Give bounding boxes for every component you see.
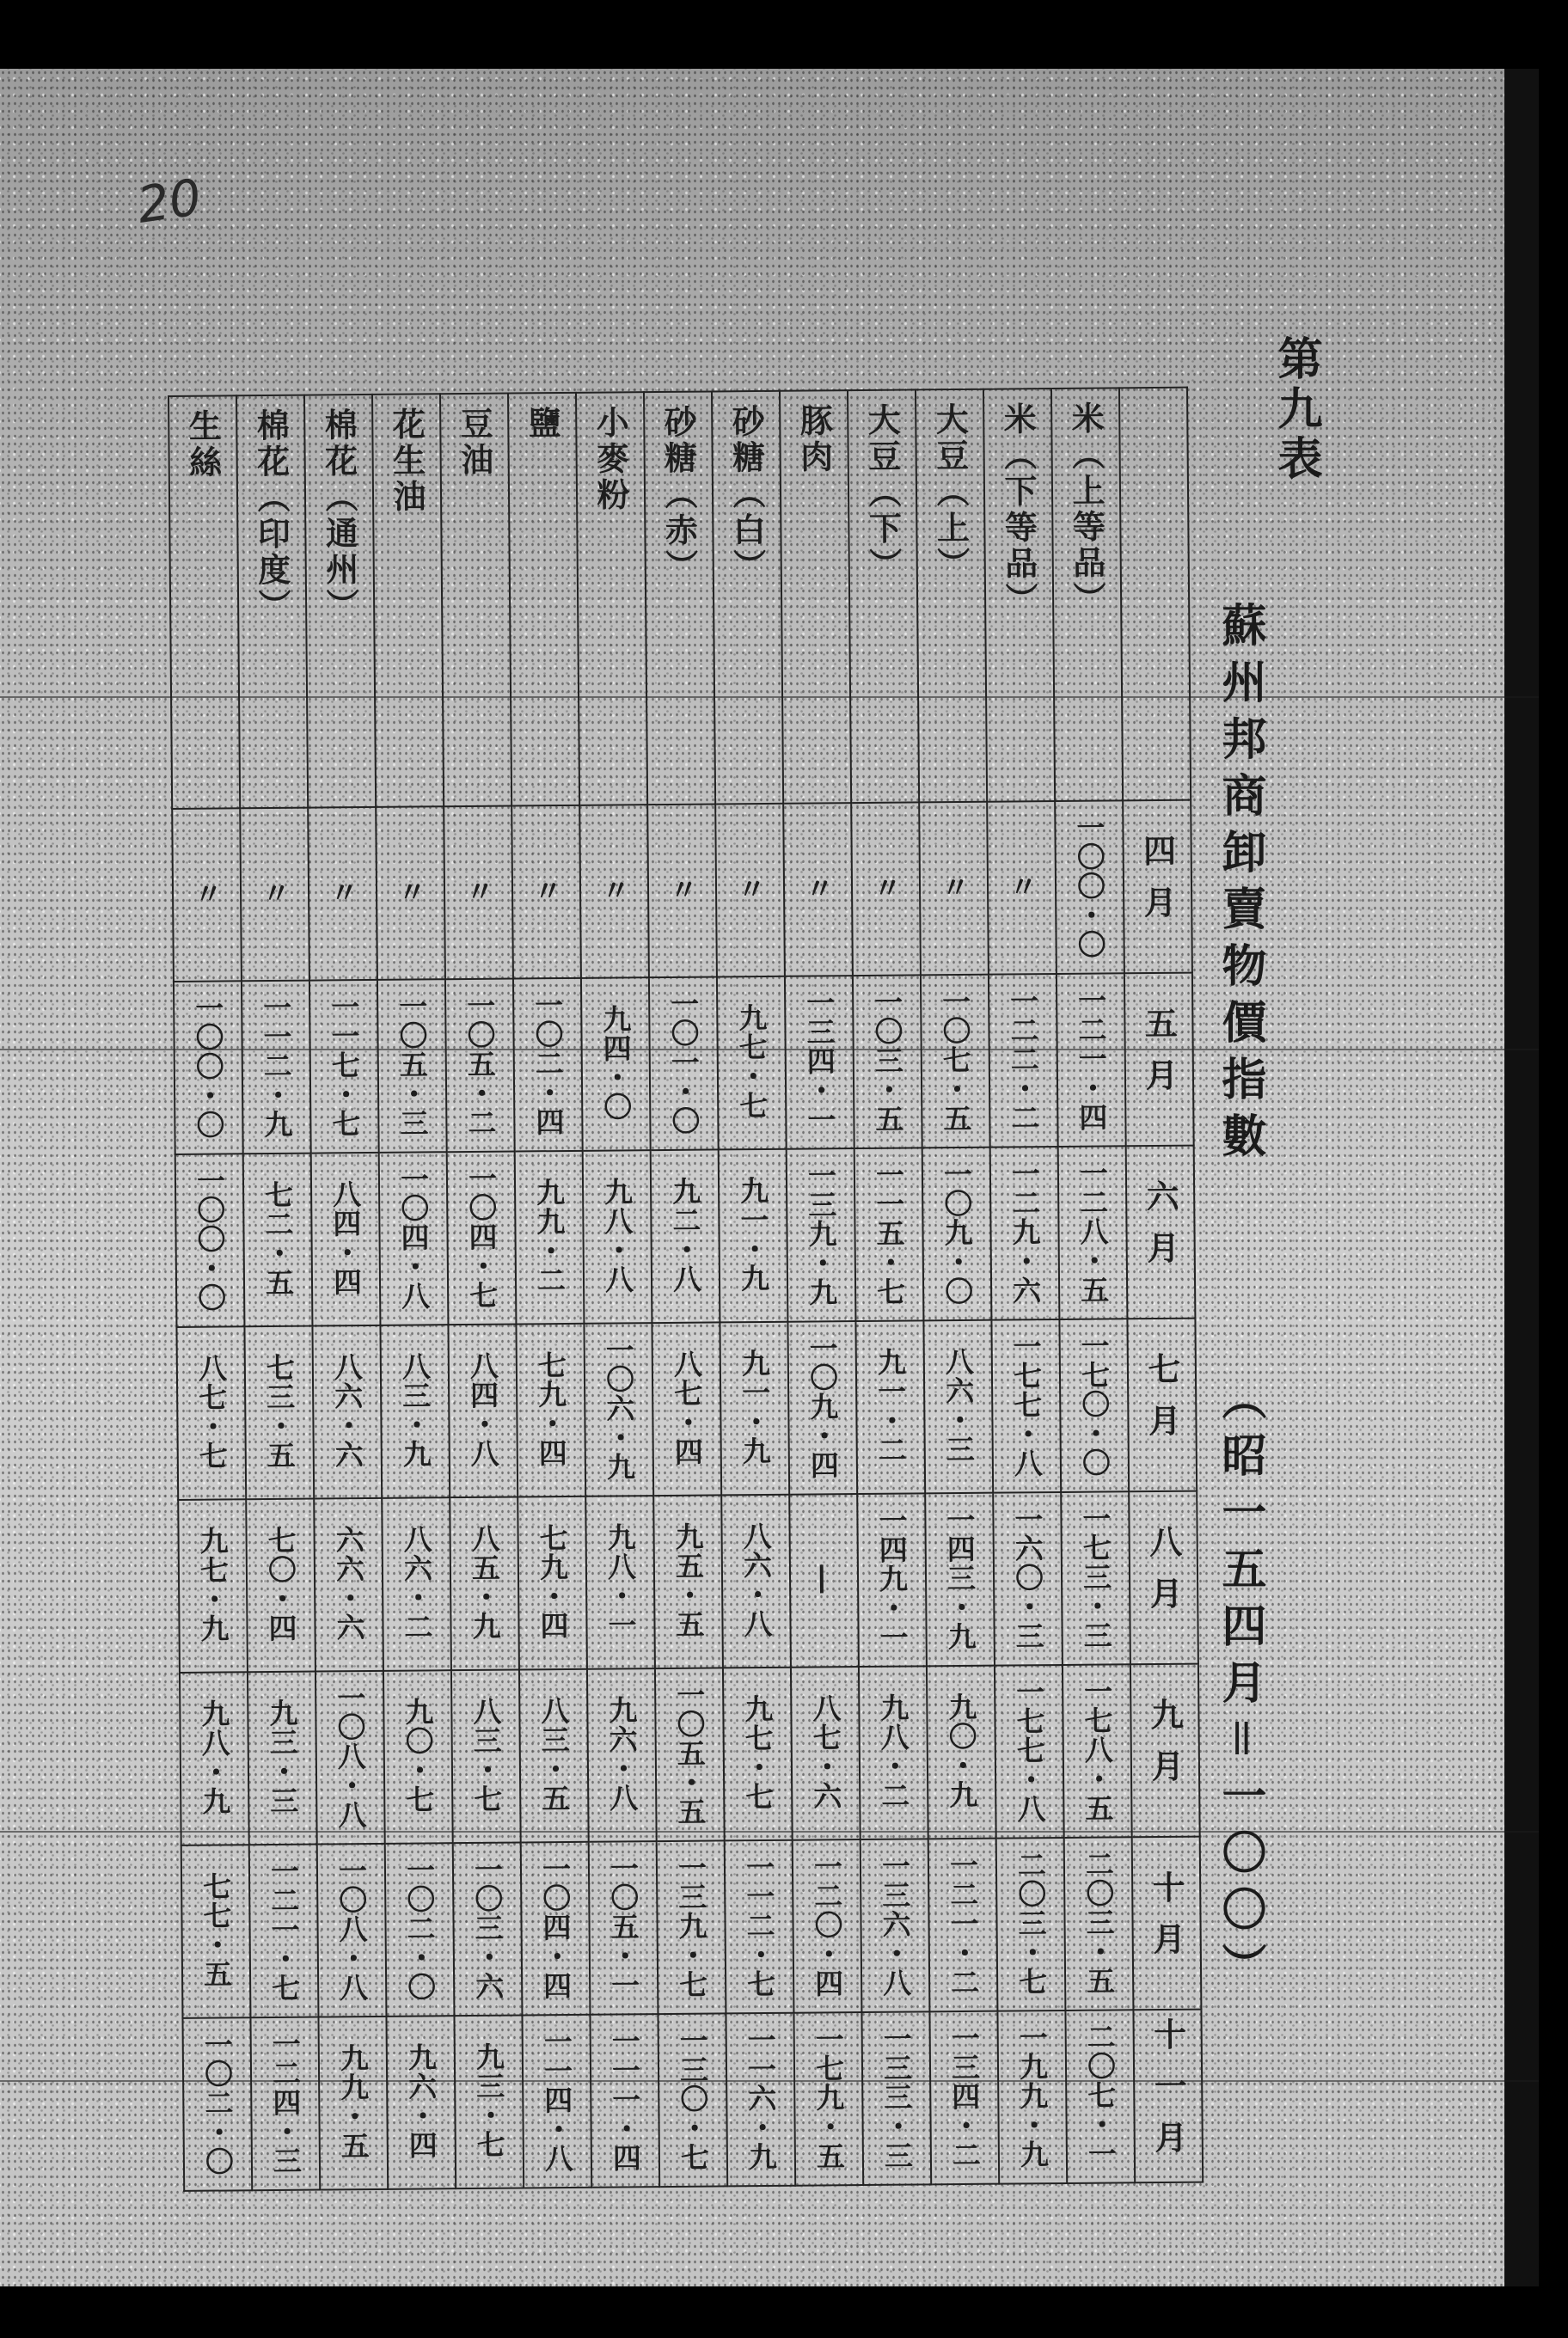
index-value: 一三四・一	[802, 987, 837, 1135]
index-value: 九九・五	[335, 2042, 371, 2160]
value-cell	[386, 2016, 456, 2189]
value-cell	[583, 1150, 652, 1324]
index-value: 九〇・九	[944, 1692, 979, 1809]
value-cell	[244, 1326, 314, 1500]
index-value: 七二・五	[260, 1179, 296, 1297]
value-cell	[1057, 973, 1126, 1147]
index-value: 一一二・九	[259, 992, 294, 1139]
value-cell	[518, 1496, 587, 1670]
value-cell	[793, 2012, 863, 2186]
value-cell	[585, 1496, 655, 1669]
value-cell	[851, 802, 921, 976]
month-label: 八月	[1143, 1524, 1184, 1628]
index-value: 〃	[529, 875, 564, 905]
value-cell	[929, 2011, 999, 2185]
index-value: 一〇九・四	[805, 1332, 841, 1480]
month-label-cell	[1126, 1146, 1196, 1319]
index-value: 一三九・九	[803, 1160, 839, 1307]
index-value: 一七七・八	[1012, 1676, 1047, 1823]
value-cell	[928, 1839, 998, 2012]
index-value: 一〇二・四	[530, 989, 566, 1136]
index-value: 八六・二	[399, 1523, 434, 1642]
price-index-table	[168, 387, 1204, 2192]
value-cell	[519, 1669, 589, 1843]
value-cell	[991, 1319, 1061, 1493]
index-value: 九六・四	[403, 2041, 438, 2160]
month-row	[172, 800, 1192, 982]
item-header	[916, 389, 987, 803]
value-cell	[854, 1148, 924, 1321]
index-value: 一三九・七	[673, 1852, 709, 1999]
value-cell	[385, 1843, 455, 2017]
value-cell	[590, 2014, 659, 2188]
item-header	[372, 394, 444, 807]
index-value: 八六・八	[738, 1521, 774, 1638]
index-value: 一〇一・〇	[666, 988, 701, 1135]
value-cell	[1058, 1146, 1128, 1319]
value-cell	[182, 2017, 252, 2191]
index-value: 一七九・五	[811, 2023, 847, 2171]
value-cell	[785, 976, 854, 1149]
item-header	[848, 389, 919, 803]
value-cell	[579, 805, 649, 978]
value-cell	[1065, 2010, 1135, 2183]
item-name: 砂糖（赤）	[658, 404, 699, 586]
scanned-page	[0, 69, 1539, 2286]
value-cell	[993, 1492, 1063, 1666]
index-value: 一七三・三	[1078, 1503, 1113, 1650]
value-cell	[318, 2017, 388, 2190]
value-cell	[447, 1152, 517, 1325]
item-name: 棉花（通州）	[319, 407, 360, 625]
value-cell	[309, 980, 379, 1154]
value-cell	[377, 979, 447, 1153]
index-value: 九八・八	[599, 1176, 635, 1294]
month-label-cell	[1129, 1491, 1198, 1665]
month-label-cell	[1132, 1837, 1202, 2011]
item-name: 小麥粉	[591, 405, 631, 514]
page-number: 20	[133, 168, 205, 235]
value-cell	[787, 1321, 857, 1495]
item-header	[304, 395, 376, 808]
index-value: 八五・九	[467, 1523, 502, 1641]
item-name: 鹽	[523, 406, 562, 443]
month-label: 十月	[1147, 1870, 1187, 1974]
value-cell	[448, 1325, 518, 1498]
value-cell	[584, 1323, 653, 1496]
value-cell	[658, 2013, 727, 2187]
month-label: 四月	[1137, 833, 1178, 937]
index-value: 八三・九	[397, 1350, 432, 1469]
index-value: 一〇三・五	[870, 987, 905, 1134]
index-value: 一一七・七	[327, 991, 362, 1138]
item-name: 生絲	[183, 408, 223, 481]
index-value: 九一・九	[735, 1175, 771, 1293]
month-row	[180, 1664, 1200, 1845]
index-value: 〃	[597, 874, 632, 905]
item-name: 花生油	[387, 407, 427, 516]
item-name: 豚肉	[794, 403, 834, 476]
value-cell	[996, 1838, 1066, 2011]
index-value: 八七・六	[808, 1692, 843, 1811]
index-value: 一〇四・七	[463, 1163, 499, 1310]
month-label: 五月	[1139, 1006, 1179, 1110]
value-cell	[513, 978, 583, 1152]
value-cell	[1061, 1491, 1130, 1665]
index-value: 八六・六	[329, 1351, 364, 1469]
index-value: 一〇九・〇	[939, 1159, 975, 1306]
value-cell	[1055, 800, 1124, 974]
value-cell	[719, 1149, 788, 1323]
value-cell	[989, 974, 1058, 1148]
item-header	[1051, 388, 1123, 801]
index-value: 二〇七・一	[1082, 2021, 1118, 2169]
index-value: 九七・七	[734, 1002, 769, 1120]
index-value: 一〇〇・〇	[192, 1165, 228, 1313]
item-header	[236, 395, 308, 809]
index-value: 一〇五・一	[605, 1852, 641, 2000]
item-header	[440, 394, 511, 807]
value-cell	[176, 1326, 246, 1500]
index-value: 一九九・九	[1014, 2022, 1050, 2169]
index-value: 一六〇・三	[1010, 1503, 1045, 1650]
index-value: 一〇二・〇	[401, 1854, 438, 2002]
value-cell	[921, 975, 990, 1148]
index-value: 八三・五	[536, 1695, 572, 1813]
item-name: 米（上等品）	[1066, 401, 1107, 618]
item-header	[983, 389, 1055, 802]
value-cell	[787, 1148, 856, 1322]
index-value: 〃	[461, 876, 496, 906]
value-cell	[454, 2015, 524, 2188]
index-value: 九八・二	[876, 1692, 911, 1810]
index-value: 九三・三	[265, 1698, 300, 1815]
value-cell	[720, 1322, 789, 1496]
value-cell	[175, 1154, 245, 1327]
corner-cell	[1119, 388, 1191, 801]
value-cell	[250, 2017, 320, 2191]
index-value: 九六・八	[604, 1694, 640, 1813]
header-row	[168, 388, 1191, 809]
value-cell	[853, 975, 922, 1148]
month-row	[174, 973, 1194, 1154]
index-value: 一〇八・八	[334, 1855, 370, 2002]
item-name: 大豆（下）	[862, 402, 903, 584]
value-cell	[516, 1324, 585, 1497]
index-value: 六六・六	[331, 1524, 366, 1642]
value-cell	[987, 801, 1057, 975]
index-value: 一二〇・四	[809, 1851, 845, 1998]
value-cell	[376, 806, 445, 980]
value-cell	[248, 1672, 317, 1845]
value-cell	[444, 806, 513, 980]
index-value: ―	[806, 1564, 842, 1594]
index-value: 九八・一	[603, 1521, 638, 1640]
value-cell	[922, 1148, 992, 1321]
index-value: 八七・四	[669, 1349, 704, 1466]
month-row	[175, 1146, 1196, 1327]
value-cell	[249, 1845, 319, 2018]
index-value: 一二九・六	[1007, 1158, 1043, 1306]
value-cell	[857, 1493, 927, 1667]
value-cell	[647, 804, 717, 977]
month-label: 七月	[1142, 1351, 1182, 1455]
index-value: 一三三・三	[879, 2023, 915, 2170]
value-cell	[581, 977, 651, 1151]
value-cell	[725, 1840, 794, 2014]
item-header	[780, 390, 851, 804]
index-value: 九八・九	[197, 1698, 232, 1816]
value-cell	[450, 1496, 519, 1670]
value-cell	[380, 1325, 450, 1498]
month-label: 九月	[1145, 1697, 1185, 1801]
value-cell	[789, 1494, 859, 1668]
index-value: 八六・三	[940, 1346, 976, 1464]
index-value: 〃	[868, 872, 903, 903]
month-label-cell	[1130, 1664, 1200, 1838]
value-cell	[172, 808, 242, 982]
index-value: 一二一・四	[1074, 984, 1109, 1132]
value-cell	[652, 1322, 721, 1496]
index-value: 九三・七	[471, 2041, 506, 2159]
index-value: 〃	[189, 878, 224, 909]
index-value: 九九・二	[531, 1177, 567, 1294]
index-value: 九七・七	[740, 1693, 775, 1811]
index-value: 一〇五・三	[395, 990, 430, 1138]
index-value: 八三・七	[469, 1696, 504, 1814]
value-cell	[521, 1842, 591, 2016]
index-value: 一二一・二	[945, 1850, 981, 1997]
value-cell	[995, 1665, 1064, 1839]
value-cell	[726, 2013, 795, 2187]
value-cell	[721, 1495, 791, 1668]
index-value: 一一五・七	[871, 1160, 907, 1307]
value-cell	[178, 1499, 248, 1673]
index-value: 八四・八	[465, 1350, 500, 1468]
item-header	[168, 395, 240, 809]
value-cell	[715, 804, 785, 977]
index-value: 〃	[257, 878, 292, 908]
index-value: 一二四・三	[267, 2029, 303, 2176]
index-value: 〃	[1004, 871, 1039, 902]
value-cell	[453, 1842, 523, 2016]
value-cell	[1063, 1664, 1132, 1838]
value-cell	[180, 1672, 249, 1845]
value-cell	[653, 1495, 723, 1668]
value-cell	[855, 1320, 925, 1494]
value-cell	[311, 1153, 381, 1326]
value-cell	[861, 2011, 931, 2185]
value-cell	[723, 1668, 793, 1841]
index-value: 一二八・五	[1075, 1157, 1111, 1305]
value-cell	[445, 979, 515, 1153]
index-value: 一三六・八	[877, 1851, 913, 1998]
index-value: 一四三・九	[942, 1504, 977, 1651]
index-value: 一〇五・二	[462, 990, 498, 1137]
index-value: 一二二・二	[1006, 985, 1041, 1133]
month-label-cell	[1127, 1319, 1197, 1492]
value-cell	[791, 1667, 861, 1840]
value-cell	[923, 1320, 993, 1494]
month-label-cell	[1123, 800, 1192, 974]
index-value: 二〇三・七	[1013, 1849, 1049, 1996]
value-cell	[451, 1669, 521, 1843]
index-value: 九四・〇	[598, 1003, 634, 1122]
index-value: 七三・五	[261, 1352, 297, 1470]
month-label: 十一月	[1148, 2017, 1189, 2172]
index-value: 一〇七・五	[938, 986, 973, 1133]
index-value: 〃	[732, 873, 768, 903]
value-cell	[246, 1499, 315, 1673]
index-value: 八四・四	[328, 1178, 364, 1296]
index-value: 一七〇・〇	[1076, 1330, 1112, 1478]
index-value: 九〇・七	[401, 1696, 436, 1815]
index-value: 九一・九	[737, 1348, 772, 1466]
value-cell	[383, 1670, 453, 1844]
index-value: 一三〇・七	[675, 2025, 711, 2172]
index-value: 一四九・一	[874, 1505, 910, 1652]
index-value: 一一一・四	[607, 2025, 643, 2173]
base-note: （昭一五四月＝一〇〇）	[1214, 1375, 1266, 2000]
value-cell	[589, 1841, 658, 2015]
index-value: 〃	[800, 872, 836, 903]
index-value: 八七・七	[193, 1352, 229, 1471]
index-value: 一二一・七	[266, 1856, 302, 2003]
item-name: 米（下等品）	[998, 401, 1039, 619]
value-cell	[181, 1845, 251, 2018]
value-cell	[783, 803, 853, 976]
value-cell	[379, 1152, 449, 1325]
value-cell	[859, 1666, 928, 1839]
item-name: 大豆（上）	[930, 401, 971, 584]
item-header	[508, 393, 579, 806]
index-value: 一〇四・八	[395, 1163, 432, 1311]
item-header	[712, 391, 783, 805]
month-row	[178, 1491, 1198, 1673]
index-value: 〃	[936, 872, 971, 902]
table-title: 蘇州邦商卸賣物價指數	[1214, 602, 1266, 1169]
month-row	[181, 1837, 1202, 2018]
index-value: 一一二・七	[741, 1851, 777, 1998]
month-row	[176, 1319, 1197, 1500]
value-cell	[317, 1844, 387, 2017]
index-value: 七九・四	[535, 1522, 570, 1640]
index-value: 一一六・九	[743, 2024, 779, 2171]
value-cell	[308, 807, 377, 981]
index-value: 二〇三・五	[1081, 1848, 1117, 1996]
index-value: 一三四・二	[946, 2023, 983, 2170]
index-value: 一〇四・四	[537, 1853, 573, 2000]
index-value: 一七七・八	[1008, 1331, 1044, 1478]
index-value: 七七・五	[198, 1870, 234, 1989]
value-cell	[651, 1149, 720, 1323]
item-name: 砂糖（白）	[726, 403, 767, 585]
value-cell	[649, 976, 719, 1150]
index-value: 〃	[325, 877, 360, 907]
month-label-cell	[1133, 2010, 1203, 2183]
index-value: 一一四・八	[539, 2026, 575, 2173]
index-value: 〃	[665, 874, 700, 904]
item-name: 豆油	[455, 406, 494, 480]
month-row	[182, 2010, 1203, 2191]
index-value: 七〇・四	[263, 1525, 298, 1643]
index-value: 九一・二	[873, 1347, 908, 1465]
index-value: 九七・九	[195, 1525, 230, 1643]
value-cell	[1064, 1837, 1134, 2011]
index-value: 一〇〇・〇	[191, 992, 226, 1140]
month-label: 六月	[1140, 1178, 1181, 1282]
index-value: 一〇六・九	[601, 1334, 637, 1482]
value-cell	[240, 808, 309, 982]
value-cell	[315, 1671, 385, 1845]
index-value: 一〇二・〇	[199, 2029, 236, 2176]
value-cell	[174, 981, 243, 1154]
index-value: 一〇〇・〇	[1072, 811, 1107, 959]
value-cell	[925, 1493, 995, 1667]
index-value: 一〇八・八	[333, 1682, 368, 1829]
value-cell	[515, 1151, 585, 1325]
value-cell	[522, 2015, 591, 2188]
month-label-cell	[1124, 973, 1194, 1147]
table-label: 第九表	[1270, 335, 1322, 485]
value-cell	[997, 2011, 1067, 2184]
index-value: 九五・五	[671, 1521, 706, 1639]
value-cell	[717, 976, 787, 1150]
item-header	[576, 392, 647, 805]
value-cell	[919, 802, 989, 976]
index-value: 〃	[393, 876, 428, 907]
value-cell	[990, 1147, 1060, 1320]
value-cell	[314, 1498, 383, 1672]
value-cell	[242, 981, 311, 1154]
value-cell	[861, 1839, 930, 2012]
item-header	[644, 391, 715, 805]
scan-edge-shadow	[1504, 69, 1539, 2286]
value-cell	[511, 805, 581, 979]
index-value: 一〇五・五	[672, 1680, 707, 1827]
index-value: 一〇三・六	[469, 1854, 505, 2001]
value-cell	[243, 1154, 313, 1327]
value-cell	[657, 1840, 726, 2014]
value-cell	[312, 1325, 382, 1499]
value-cell	[587, 1668, 657, 1842]
value-cell	[1059, 1319, 1129, 1492]
item-name: 棉花（印度）	[251, 407, 292, 626]
index-value: 七九・四	[533, 1350, 568, 1467]
index-value: 一七八・五	[1080, 1675, 1115, 1823]
value-cell	[382, 1497, 451, 1671]
value-cell	[655, 1668, 725, 1841]
index-value: 九二・八	[667, 1176, 703, 1294]
value-cell	[793, 1839, 862, 2013]
value-cell	[927, 1666, 996, 1839]
